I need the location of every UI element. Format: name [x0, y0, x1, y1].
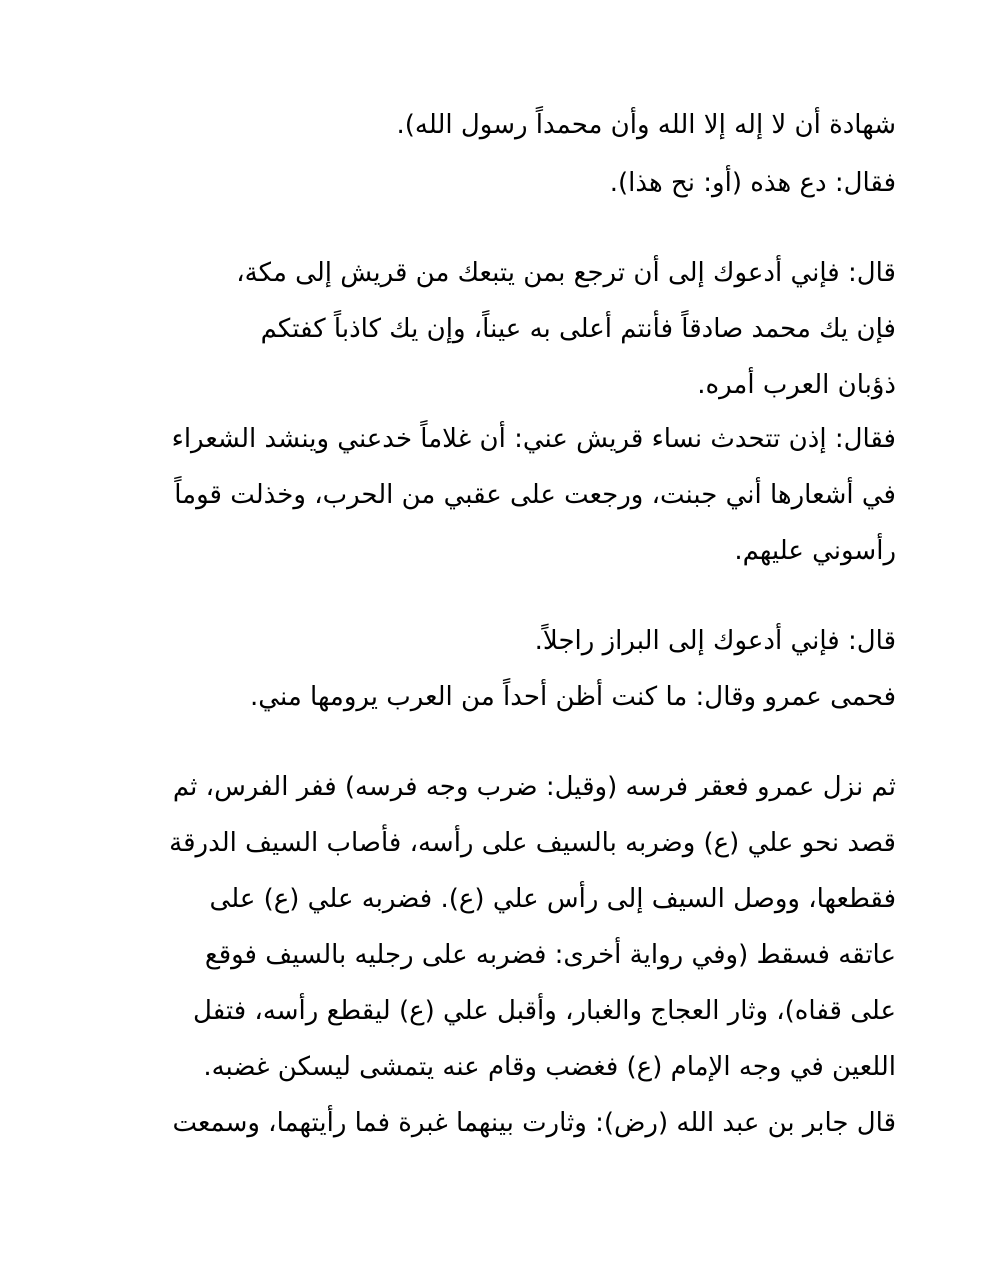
text-line-10: فحمى عمرو وقال: ما كنت أظن أحداً من العرب يرومها مني. — [250, 682, 896, 712]
text-line-15: على قفاه)، وثار العجاج والغبار، وأقبل علي (ع) ليقطع رأسه، فتفل — [193, 996, 896, 1026]
text-line-13: فقطعها، ووصل السيف إلى رأس علي (ع). فضربه علي (ع) على — [209, 884, 896, 914]
text-line-12: قصد نحو علي (ع) وضربه بالسيف على رأسه، فأصاب السيف الدرقة — [169, 828, 896, 858]
text-line-7: في أشعارها أني جبنت، ورجعت على عقبي من الحرب، وخذلت قوماً — [174, 480, 896, 510]
text-line-8: رأسوني عليهم. — [734, 536, 896, 566]
text-line-9: قال: فإني أدعوك إلى البراز راجلاً. — [534, 626, 896, 656]
text-line-4: فإن يك محمد صادقاً فأنتم أعلى به عيناً، وإن يك كاذباً كفتكم — [260, 314, 896, 344]
text-line-14: عاتقه فسقط (وفي رواية أخرى: فضربه على رجليه بالسيف فوقع — [204, 940, 896, 970]
text-line-2: فقال: دع هذه (أو: نح هذا). — [609, 168, 896, 198]
text-line-1: شهادة أن لا إله إلا الله وأن محمداً رسول الله). — [396, 110, 896, 140]
text-line-3: قال: فإني أدعوك إلى أن ترجع بمن يتبعك من قريش إلى مكة، — [236, 258, 896, 288]
text-line-16: اللعين في وجه الإمام (ع) فغضب وقام عنه يتمشى ليسكن غضبه. — [203, 1052, 896, 1082]
text-line-5: ذؤبان العرب أمره. — [697, 370, 896, 400]
text-line-17: قال جابر بن عبد الله (رض): وثارت بينهما غبرة فما رأيتهما، وسمعت — [172, 1108, 896, 1138]
text-line-6: فقال: إذن تتحدث نساء قريش عني: أن غلاماً خدعني وينشد الشعراء — [171, 424, 896, 454]
text-line-11: ثم نزل عمرو فعقر فرسه (وقيل: ضرب وجه فرسه) ففر الفرس، ثم — [172, 772, 896, 802]
